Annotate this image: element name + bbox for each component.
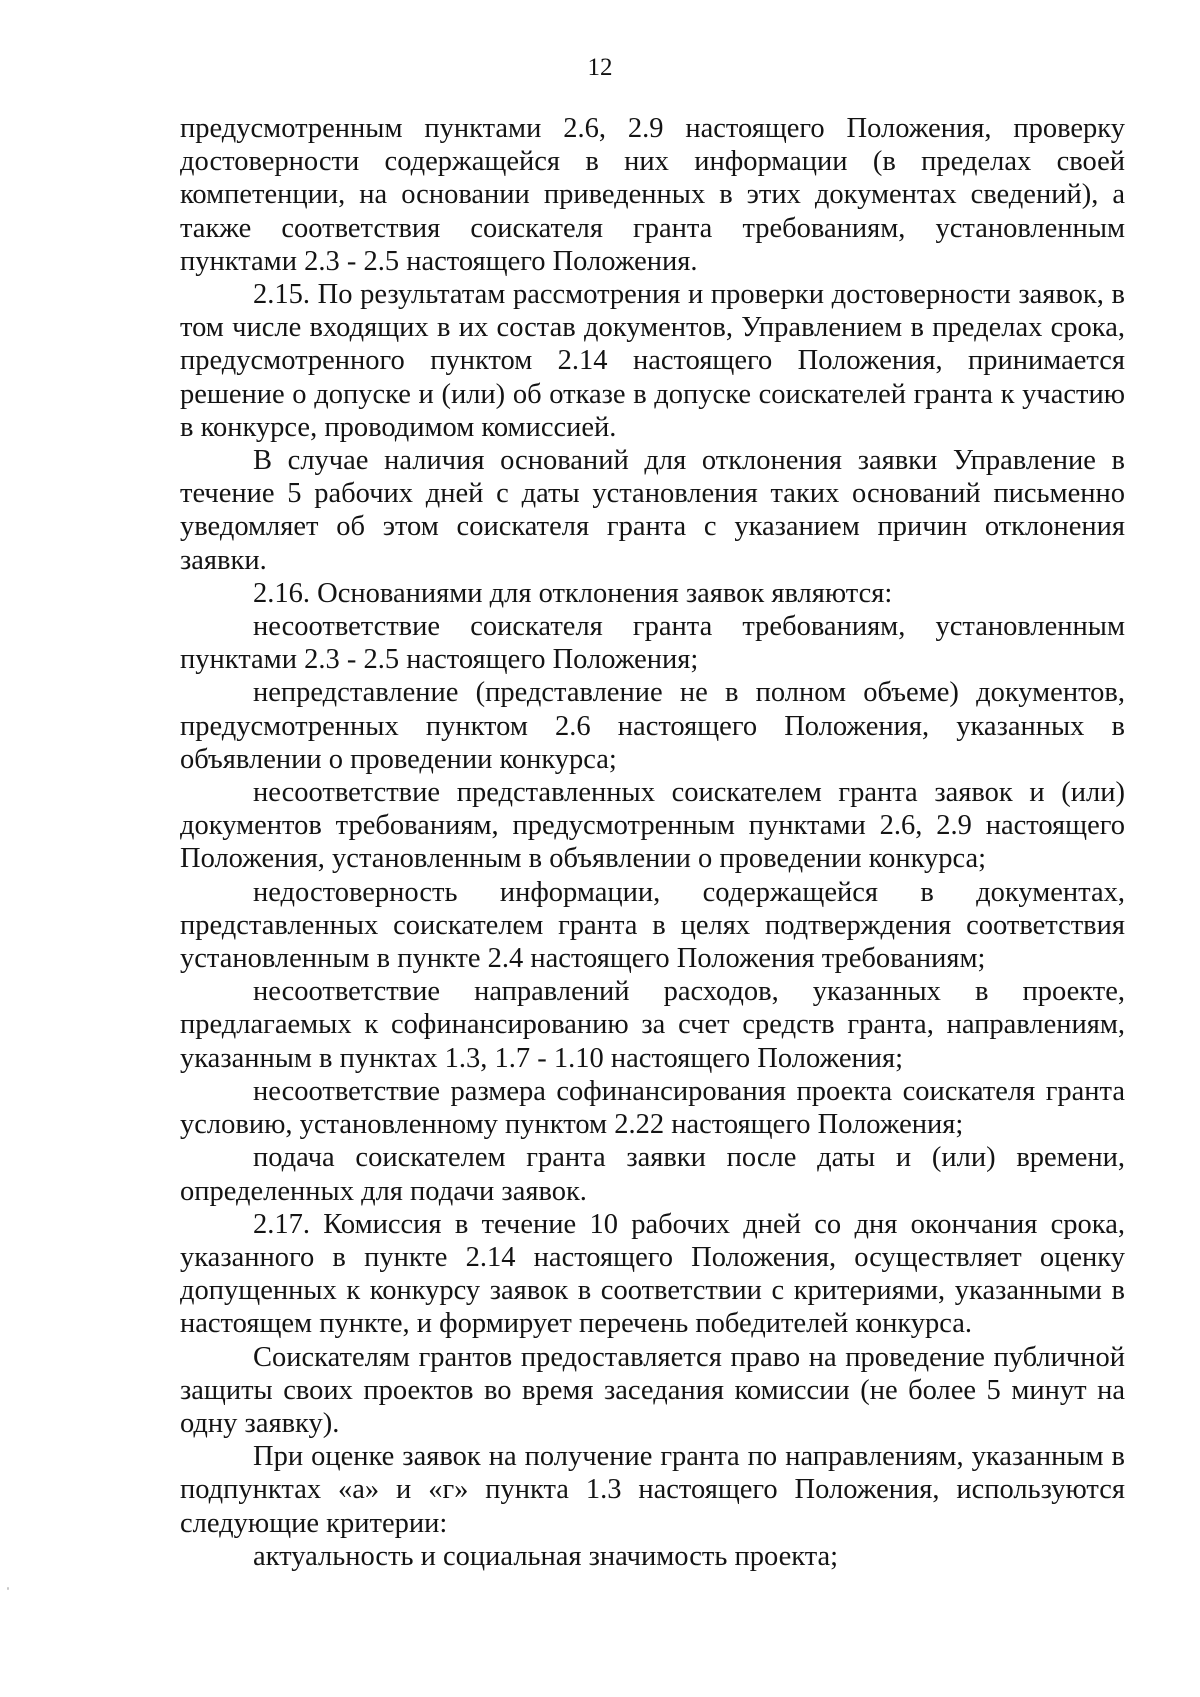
paragraph: При оценке заявок на получение гранта по направлениям, указанным в подпунктах «а» и «г» пункта 1.3 настоящего Положения, используются следующие критерии:	[180, 1441, 1125, 1539]
list-item-ground: несоответствие соискателя гранта требованиям, установленным пунктами 2.3 - 2.5 настоящего Положения;	[180, 611, 1125, 676]
paragraph: Соискателям грантов предоставляется право на проведение публичной защиты своих проектов во время заседания комиссии (не более 5 минут на одну заявку).	[180, 1341, 1125, 1439]
paragraph-clause-2-15: 2.15. По результатам рассмотрения и проверки достоверности заявок, в том числе входящих в их состав документов, Управлением в пределах срока, предусмотренного пунктом 2.14 настоящего Положения, принимается решение о допуске и (или) об отказе в допуске соискателей гранта к участию в конкурсе, проводимом комиссией.	[180, 279, 1125, 443]
paragraph-clause-2-16: 2.16. Основаниями для отклонения заявок являются:	[253, 577, 893, 609]
paragraph: В случае наличия оснований для отклонения заявки Управление в течение 5 рабочих дней с даты установления таких оснований письменно уведомляет об этом соискателя гранта с указанием причин отклонения заявки.	[180, 445, 1125, 576]
paragraph-clause-2-17: 2.17. Комиссия в течение 10 рабочих дней со дня окончания срока, указанного в пункте 2.14 настоящего Положения, осуществляет оценку допущенных к конкурсу заявок в соответствии с критериями, указанными в настоящем пункте, и формирует перечень победителей конкурса.	[180, 1208, 1125, 1340]
document-body	[180, 112, 1125, 1573]
paragraph: предусмотренным пунктами 2.6, 2.9 настоящего Положения, проверку достоверности содержащейся в них информации (в пределах своей компетенции, на основании приведенных в этих документах сведений), а также соответствия соискателя гранта требованиям, установленным пунктами 2.3 - 2.5 настоящего Положения.	[180, 113, 1125, 277]
list-item-ground: несоответствие представленных соискателем гранта заявок и (или) документов требованиям, предусмотренным пунктами 2.6, 2.9 настоящего Положения, установленным в объявлении о проведении конкурса;	[180, 777, 1125, 875]
list-item-ground: непредставление (представление не в полном объеме) документов, предусмотренных пунктом 2.6 настоящего Положения, указанных в объявлении о проведении конкурса;	[180, 677, 1125, 775]
list-item-ground: недостоверность информации, содержащейся в документах, представленных соискателем гранта в целях подтверждения соответствия установленным в пункте 2.4 настоящего Положения требованиям;	[180, 876, 1125, 975]
list-item-ground: несоответствие направлений расходов, указанных в проекте, предлагаемых к софинансированию за счет средств гранта, направлениям, указанным в пунктах 1.3, 1.7 - 1.10 настоящего Положения;	[180, 976, 1125, 1074]
list-item-ground: подача соискателем гранта заявки после даты и (или) времени, определенных для подачи заявок.	[180, 1142, 1125, 1207]
page-number: 12	[587, 54, 613, 81]
list-item-criterion: актуальность и социальная значимость проекта;	[253, 1540, 839, 1572]
list-item-ground: несоответствие размера софинансирования проекта соискателя гранта условию, установленному пунктом 2.22 настоящего Положения;	[180, 1075, 1125, 1141]
scan-artifact	[7, 1587, 9, 1590]
